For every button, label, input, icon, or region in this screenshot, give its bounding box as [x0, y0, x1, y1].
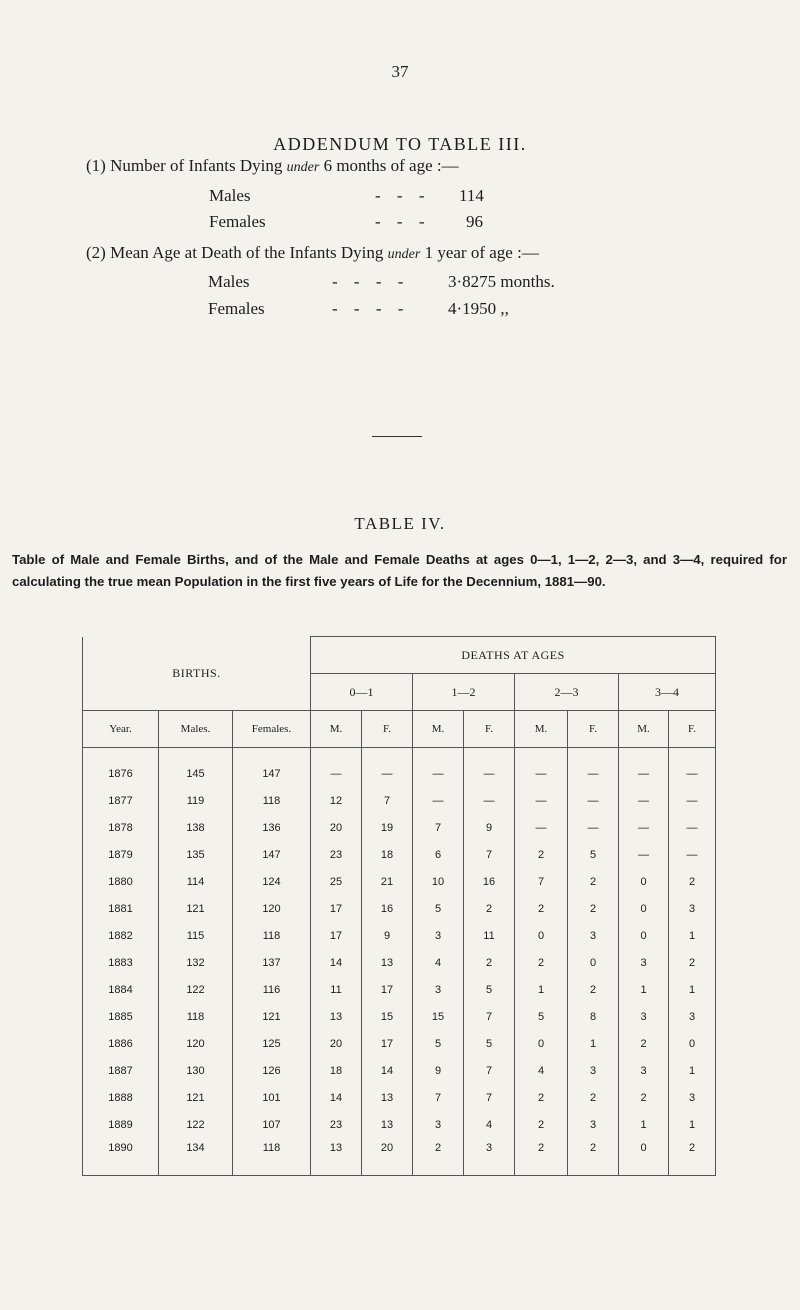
table-cell: 9	[464, 814, 515, 841]
column-header: M.	[619, 711, 669, 748]
table-cell: 3	[413, 922, 464, 949]
table-cell: 1888	[83, 1084, 159, 1111]
table-cell: 2	[515, 949, 568, 976]
table-row	[83, 1111, 716, 1138]
table-cell: 134	[159, 1138, 233, 1176]
table-cell: 1879	[83, 841, 159, 868]
table-cell: —	[413, 748, 464, 788]
item-1-males-label: Males	[209, 186, 251, 205]
table-cell: 16	[362, 895, 413, 922]
addendum-item-2	[86, 243, 539, 263]
table-cell: 25	[311, 868, 362, 895]
column-header: F.	[464, 711, 515, 748]
item-2-suffix: 1 year of age :—	[424, 243, 539, 262]
table-row	[83, 1003, 716, 1030]
table-cell: 2	[568, 868, 619, 895]
table-cell: 3	[568, 1111, 619, 1138]
table-cell: 1878	[83, 814, 159, 841]
table-row	[83, 787, 716, 814]
table-cell: —	[515, 748, 568, 788]
table-cell: —	[413, 787, 464, 814]
table-cell: 7	[464, 1057, 515, 1084]
table-cell: 0	[619, 895, 669, 922]
table-cell: —	[464, 748, 515, 788]
table-cell: 0	[568, 949, 619, 976]
item-2-males-dashes: - - - -	[332, 272, 410, 291]
table-cell: 118	[233, 787, 311, 814]
table-row	[83, 814, 716, 841]
table-cell: 1885	[83, 1003, 159, 1030]
table-cell: 120	[159, 1030, 233, 1057]
table-cell: 107	[233, 1111, 311, 1138]
table-cell: 16	[464, 868, 515, 895]
table-cell: 1883	[83, 949, 159, 976]
column-header: Year.	[83, 711, 159, 748]
table-cell: 118	[233, 922, 311, 949]
table-cell: 121	[159, 895, 233, 922]
item-1-females-label: Females	[209, 212, 266, 231]
table-cell: —	[515, 787, 568, 814]
table-cell: 2	[619, 1030, 669, 1057]
table-caption: Table of Male and Female Births, and of the Male and Female Deaths at ages 0—1, 1—2, 2—3, and 3—4, required for calculating the true mean Population in the first five years of Life for the Decennium, 1881—90.	[12, 552, 787, 589]
table-cell: 7	[464, 1003, 515, 1030]
table-cell: 2	[413, 1138, 464, 1176]
item-1-males-value: 114	[459, 186, 484, 205]
table-cell: 18	[311, 1057, 362, 1084]
table-cell: 2	[464, 949, 515, 976]
table-cell: 1890	[83, 1138, 159, 1176]
table-cell: 1	[568, 1030, 619, 1057]
table-cell: 1	[515, 976, 568, 1003]
table-cell: 1	[619, 1111, 669, 1138]
table-cell: 21	[362, 868, 413, 895]
table-cell: 1889	[83, 1111, 159, 1138]
table-title: TABLE IV.	[354, 514, 446, 533]
table-cell: 1880	[83, 868, 159, 895]
table-row	[83, 868, 716, 895]
table-body	[83, 748, 716, 1176]
item-1-females-dashes: - - -	[375, 212, 431, 231]
table-cell: 6	[413, 841, 464, 868]
table-row	[83, 922, 716, 949]
table-cell: 116	[233, 976, 311, 1003]
page-number: 37	[391, 62, 409, 81]
item-2-males-label: Males	[208, 272, 250, 291]
item-2-males-value: 3·8275 months.	[448, 272, 555, 291]
table-cell: 12	[311, 787, 362, 814]
column-header: M.	[311, 711, 362, 748]
table-cell: 5	[413, 1030, 464, 1057]
table-cell: 2	[515, 841, 568, 868]
table-cell: 1	[669, 1057, 716, 1084]
table-cell: —	[515, 814, 568, 841]
table-cell: 4	[515, 1057, 568, 1084]
table-cell: 7	[362, 787, 413, 814]
table-cell: 2	[464, 895, 515, 922]
table-cell: 17	[311, 895, 362, 922]
table-cell: 13	[311, 1138, 362, 1176]
table-cell: —	[669, 748, 716, 788]
table-cell: —	[619, 814, 669, 841]
table-cell: 122	[159, 1111, 233, 1138]
table-cell: 17	[311, 922, 362, 949]
column-header: F.	[362, 711, 413, 748]
table-row	[83, 1057, 716, 1084]
table-cell: —	[464, 787, 515, 814]
table-cell: 5	[568, 841, 619, 868]
table-cell: 4	[464, 1111, 515, 1138]
table-cell: 17	[362, 1030, 413, 1057]
table-cell: 121	[233, 1003, 311, 1030]
table-cell: 0	[515, 1030, 568, 1057]
table-cell: 20	[311, 1030, 362, 1057]
table-cell: 20	[362, 1138, 413, 1176]
table-cell: —	[669, 841, 716, 868]
age-group-header: 3—4	[619, 674, 716, 711]
table-cell: 9	[362, 922, 413, 949]
table-cell: 7	[413, 1084, 464, 1111]
table-cell: 2	[568, 1138, 619, 1176]
table-cell: 2	[568, 1084, 619, 1111]
table-cell: 1887	[83, 1057, 159, 1084]
table-cell: 3	[669, 1084, 716, 1111]
table-cell: 2	[669, 868, 716, 895]
table-cell: 15	[413, 1003, 464, 1030]
table-cell: 7	[515, 868, 568, 895]
column-header: F.	[669, 711, 716, 748]
table-cell: 2	[619, 1084, 669, 1111]
table-cell: 0	[515, 922, 568, 949]
table-cell: 3	[464, 1138, 515, 1176]
table-cell: 13	[362, 949, 413, 976]
table-cell: 2	[515, 1111, 568, 1138]
table-row	[83, 748, 716, 788]
table-cell: 18	[362, 841, 413, 868]
table-cell: 1	[669, 976, 716, 1003]
table-cell: 138	[159, 814, 233, 841]
data-table	[82, 636, 716, 1176]
table-cell: 132	[159, 949, 233, 976]
table-cell: —	[568, 814, 619, 841]
table-cell: 1	[669, 922, 716, 949]
table-cell: 14	[311, 949, 362, 976]
table-cell: —	[568, 787, 619, 814]
item-1-prefix: (1) Number of Infants Dying	[86, 156, 283, 175]
table-row	[83, 1138, 716, 1176]
table-cell: 3	[619, 1057, 669, 1084]
addendum-item-1	[86, 156, 459, 176]
table-cell: 3	[568, 1057, 619, 1084]
table-cell: 137	[233, 949, 311, 976]
table-row	[83, 841, 716, 868]
column-header: F.	[568, 711, 619, 748]
table-cell: 147	[233, 748, 311, 788]
table-row	[83, 1084, 716, 1111]
item-1-males-dashes: - - -	[375, 186, 431, 205]
table-cell: 3	[669, 895, 716, 922]
table-cell: 23	[311, 1111, 362, 1138]
table-cell: —	[619, 748, 669, 788]
table-cell: 2	[669, 1138, 716, 1176]
table-cell: 17	[362, 976, 413, 1003]
table-cell: —	[669, 787, 716, 814]
table-cell: 0	[619, 1138, 669, 1176]
table-cell: 7	[464, 1084, 515, 1111]
table-cell: 3	[413, 976, 464, 1003]
table-cell: 0	[619, 868, 669, 895]
table-row	[83, 976, 716, 1003]
table-cell: —	[568, 748, 619, 788]
table-cell: 122	[159, 976, 233, 1003]
table-cell: 20	[311, 814, 362, 841]
column-header: Males.	[159, 711, 233, 748]
table-cell: 5	[515, 1003, 568, 1030]
table-cell: 125	[233, 1030, 311, 1057]
table-cell: 1877	[83, 787, 159, 814]
table-cell: 145	[159, 748, 233, 788]
table-cell: 11	[311, 976, 362, 1003]
addendum-title: ADDENDUM TO TABLE III.	[273, 134, 527, 154]
table-cell: 23	[311, 841, 362, 868]
table-cell: 3	[619, 1003, 669, 1030]
table-cell: 120	[233, 895, 311, 922]
table-cell: —	[311, 748, 362, 788]
table-cell: 118	[233, 1138, 311, 1176]
table-cell: 9	[413, 1057, 464, 1084]
table-cell: 135	[159, 841, 233, 868]
table-cell: 0	[669, 1030, 716, 1057]
item-1-females-value: 96	[466, 212, 483, 231]
table-cell: 13	[311, 1003, 362, 1030]
age-group-header: 2—3	[515, 674, 619, 711]
table-cell: 124	[233, 868, 311, 895]
table-cell: 115	[159, 922, 233, 949]
table-cell: 1884	[83, 976, 159, 1003]
table-cell: 114	[159, 868, 233, 895]
table-cell: 126	[233, 1057, 311, 1084]
table-cell: 3	[669, 1003, 716, 1030]
table-cell: 5	[464, 976, 515, 1003]
table-row	[83, 949, 716, 976]
table-cell: 2	[515, 1138, 568, 1176]
table-cell: 1881	[83, 895, 159, 922]
table-cell: 2	[568, 895, 619, 922]
item-2-females-dashes: - - - -	[332, 299, 410, 318]
births-header: BIRTHS.	[83, 637, 311, 711]
age-group-header: 0—1	[311, 674, 413, 711]
item-1-suffix: 6 months of age :—	[323, 156, 459, 175]
column-header: Females.	[233, 711, 311, 748]
table-cell: 15	[362, 1003, 413, 1030]
table-cell: 1876	[83, 748, 159, 788]
table-cell: 1	[669, 1111, 716, 1138]
table-cell: 1	[619, 976, 669, 1003]
table-cell: 130	[159, 1057, 233, 1084]
table-cell: 14	[362, 1057, 413, 1084]
table-cell: 1882	[83, 922, 159, 949]
table-cell: 8	[568, 1003, 619, 1030]
table-cell: 5	[464, 1030, 515, 1057]
item-2-females-value: 4·1950 ,,	[448, 299, 509, 318]
section-divider	[372, 436, 422, 437]
table-cell: 0	[619, 922, 669, 949]
table-cell: —	[619, 787, 669, 814]
age-group-header: 1—2	[413, 674, 515, 711]
table-cell: 121	[159, 1084, 233, 1111]
table-cell: 11	[464, 922, 515, 949]
deaths-header: DEATHS AT AGES	[311, 637, 716, 674]
item-2-females-label: Females	[208, 299, 265, 318]
table-cell: 2	[515, 895, 568, 922]
table-cell: 101	[233, 1084, 311, 1111]
table-cell: 2	[568, 976, 619, 1003]
table-cell: 2	[669, 949, 716, 976]
item-1-emphasis: under	[286, 160, 320, 175]
table-cell: 7	[413, 814, 464, 841]
table-cell: 136	[233, 814, 311, 841]
sub-header-row	[83, 711, 716, 748]
item-2-prefix: (2) Mean Age at Death of the Infants Dying	[86, 243, 384, 262]
table-row	[83, 1030, 716, 1057]
column-header: M.	[515, 711, 568, 748]
table-cell: 3	[413, 1111, 464, 1138]
table-cell: 1886	[83, 1030, 159, 1057]
table-cell: 5	[413, 895, 464, 922]
table-cell: —	[362, 748, 413, 788]
table-cell: 147	[233, 841, 311, 868]
column-header: M.	[413, 711, 464, 748]
table-cell: 7	[464, 841, 515, 868]
table-cell: 3	[568, 922, 619, 949]
table-cell: 118	[159, 1003, 233, 1030]
table-row	[83, 895, 716, 922]
item-2-emphasis: under	[387, 247, 421, 262]
table-cell: 13	[362, 1111, 413, 1138]
table-cell: 14	[311, 1084, 362, 1111]
table-cell: 19	[362, 814, 413, 841]
table-cell: —	[669, 814, 716, 841]
table-cell: 13	[362, 1084, 413, 1111]
table-cell: 119	[159, 787, 233, 814]
table-cell: 2	[515, 1084, 568, 1111]
table-cell: —	[619, 841, 669, 868]
table-cell: 10	[413, 868, 464, 895]
table-cell: 3	[619, 949, 669, 976]
table-cell: 4	[413, 949, 464, 976]
